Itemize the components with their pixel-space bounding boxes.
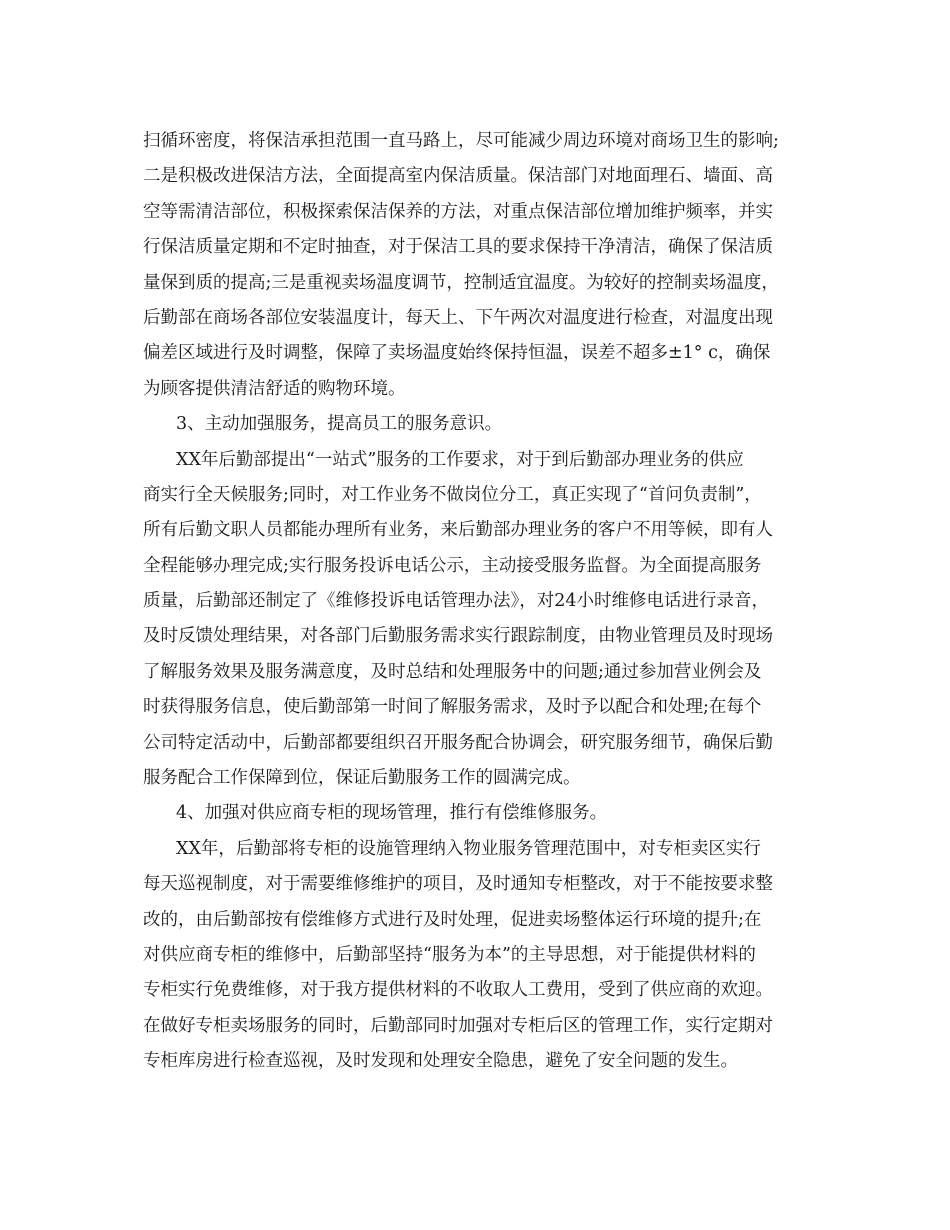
text-line: 量保到质的提高;三是重视卖场温度调节，控制适宜温度。为较好的控制卖场温度，: [143, 272, 779, 293]
text-line: 质量，后勤部还制定了《维修投诉电话管理办法》，对24小时维修电话进行录音，: [143, 591, 770, 612]
text-line: 公司特定活动中，后勤部都要组织召开服务配合协调会，研究服务细节，确保后勤: [143, 732, 773, 753]
text-line: 偏差区域进行及时调整，保障了卖场温度始终保持恒温，误差不超多±1° c，确保: [143, 343, 771, 364]
body-text: [143, 124, 819, 1080]
text-line: 为顾客提供清洁舒适的购物环境。: [143, 378, 406, 399]
text-line: 扫循环密度，将保洁承担范围一直马路上，尽可能减少周边环境对商场卫生的影响;: [143, 131, 779, 151]
text-line: 后勤部在商场各部位安装温度计，每天上、下午两次对温度进行检查，对温度出现: [143, 307, 773, 328]
text-line: 全程能够办理完成;实行服务投诉电话公示，主动接受服务监督。为全面提高服务: [143, 555, 762, 576]
text-line: 改的，由后勤部按有偿维修方式进行及时处理，促进卖场整体运行环境的提升;在: [143, 909, 762, 930]
text-line: 行保洁质量定期和不定时抽查，对于保洁工具的要求保持干净清洁，确保了保洁质: [143, 237, 773, 258]
section-heading-3: 3、主动加强服务，提高员工的服务意识。: [176, 414, 503, 435]
text-line: 商实行全天候服务;同时，对工作业务不做岗位分工，真正实现了“首问负责制”，: [143, 484, 762, 505]
text-line: 空等需清洁部位，积极探索保洁保养的方法，对重点保洁部位增加维护频率，并实: [143, 201, 773, 222]
paragraph-start: XX年后勤部提出“一站式”服务的工作要求，对于到后勤部办理业务的供应: [176, 449, 744, 470]
text-line: 对供应商专柜的维修中，后勤部坚持“服务为本”的主导思想，对于能提供材料的: [143, 944, 756, 965]
text-line: 所有后勤文职人员都能办理所有业务，来后勤部办理业务的客户不用等候，即有人: [143, 520, 773, 541]
text-line: 二是积极改进保洁方法，全面提高室内保洁质量。保洁部门对地面理石、墙面、高: [143, 166, 773, 187]
text-line: 时获得服务信息，使后勤部第一时间了解服务需求，及时予以配合和处理;在每个: [143, 697, 762, 718]
text-line: 在做好专柜卖场服务的同时，后勤部同时加强对专柜后区的管理工作，实行定期对: [143, 1015, 773, 1036]
text-line: 专柜库房进行检查巡视，及时发现和处理安全隐患，避免了安全问题的发生。: [143, 1051, 738, 1072]
section-heading-4: 4、加强对供应商专柜的现场管理，推行有偿维修服务。: [176, 803, 608, 824]
paragraph-start: XX年，后勤部将专柜的设施管理纳入物业服务管理范围中，对专柜卖区实行: [176, 838, 761, 859]
text-line: 每天巡视制度，对于需要维修维护的项目，及时通知专柜整改，对于不能按要求整: [143, 874, 773, 895]
text-line: 及时反馈处理结果，对各部门后勤服务需求实行跟踪制度，由物业管理员及时现场: [143, 626, 773, 647]
text-line: 了解服务效果及服务满意度，及时总结和处理服务中的问题;通过参加营业例会及: [143, 661, 762, 682]
text-line: 专柜实行免费维修，对于我方提供材料的不收取人工费用，受到了供应商的欢迎。: [143, 980, 773, 1001]
text-line: 服务配合工作保障到位，保证后勤服务工作的圆满完成。: [143, 768, 581, 789]
